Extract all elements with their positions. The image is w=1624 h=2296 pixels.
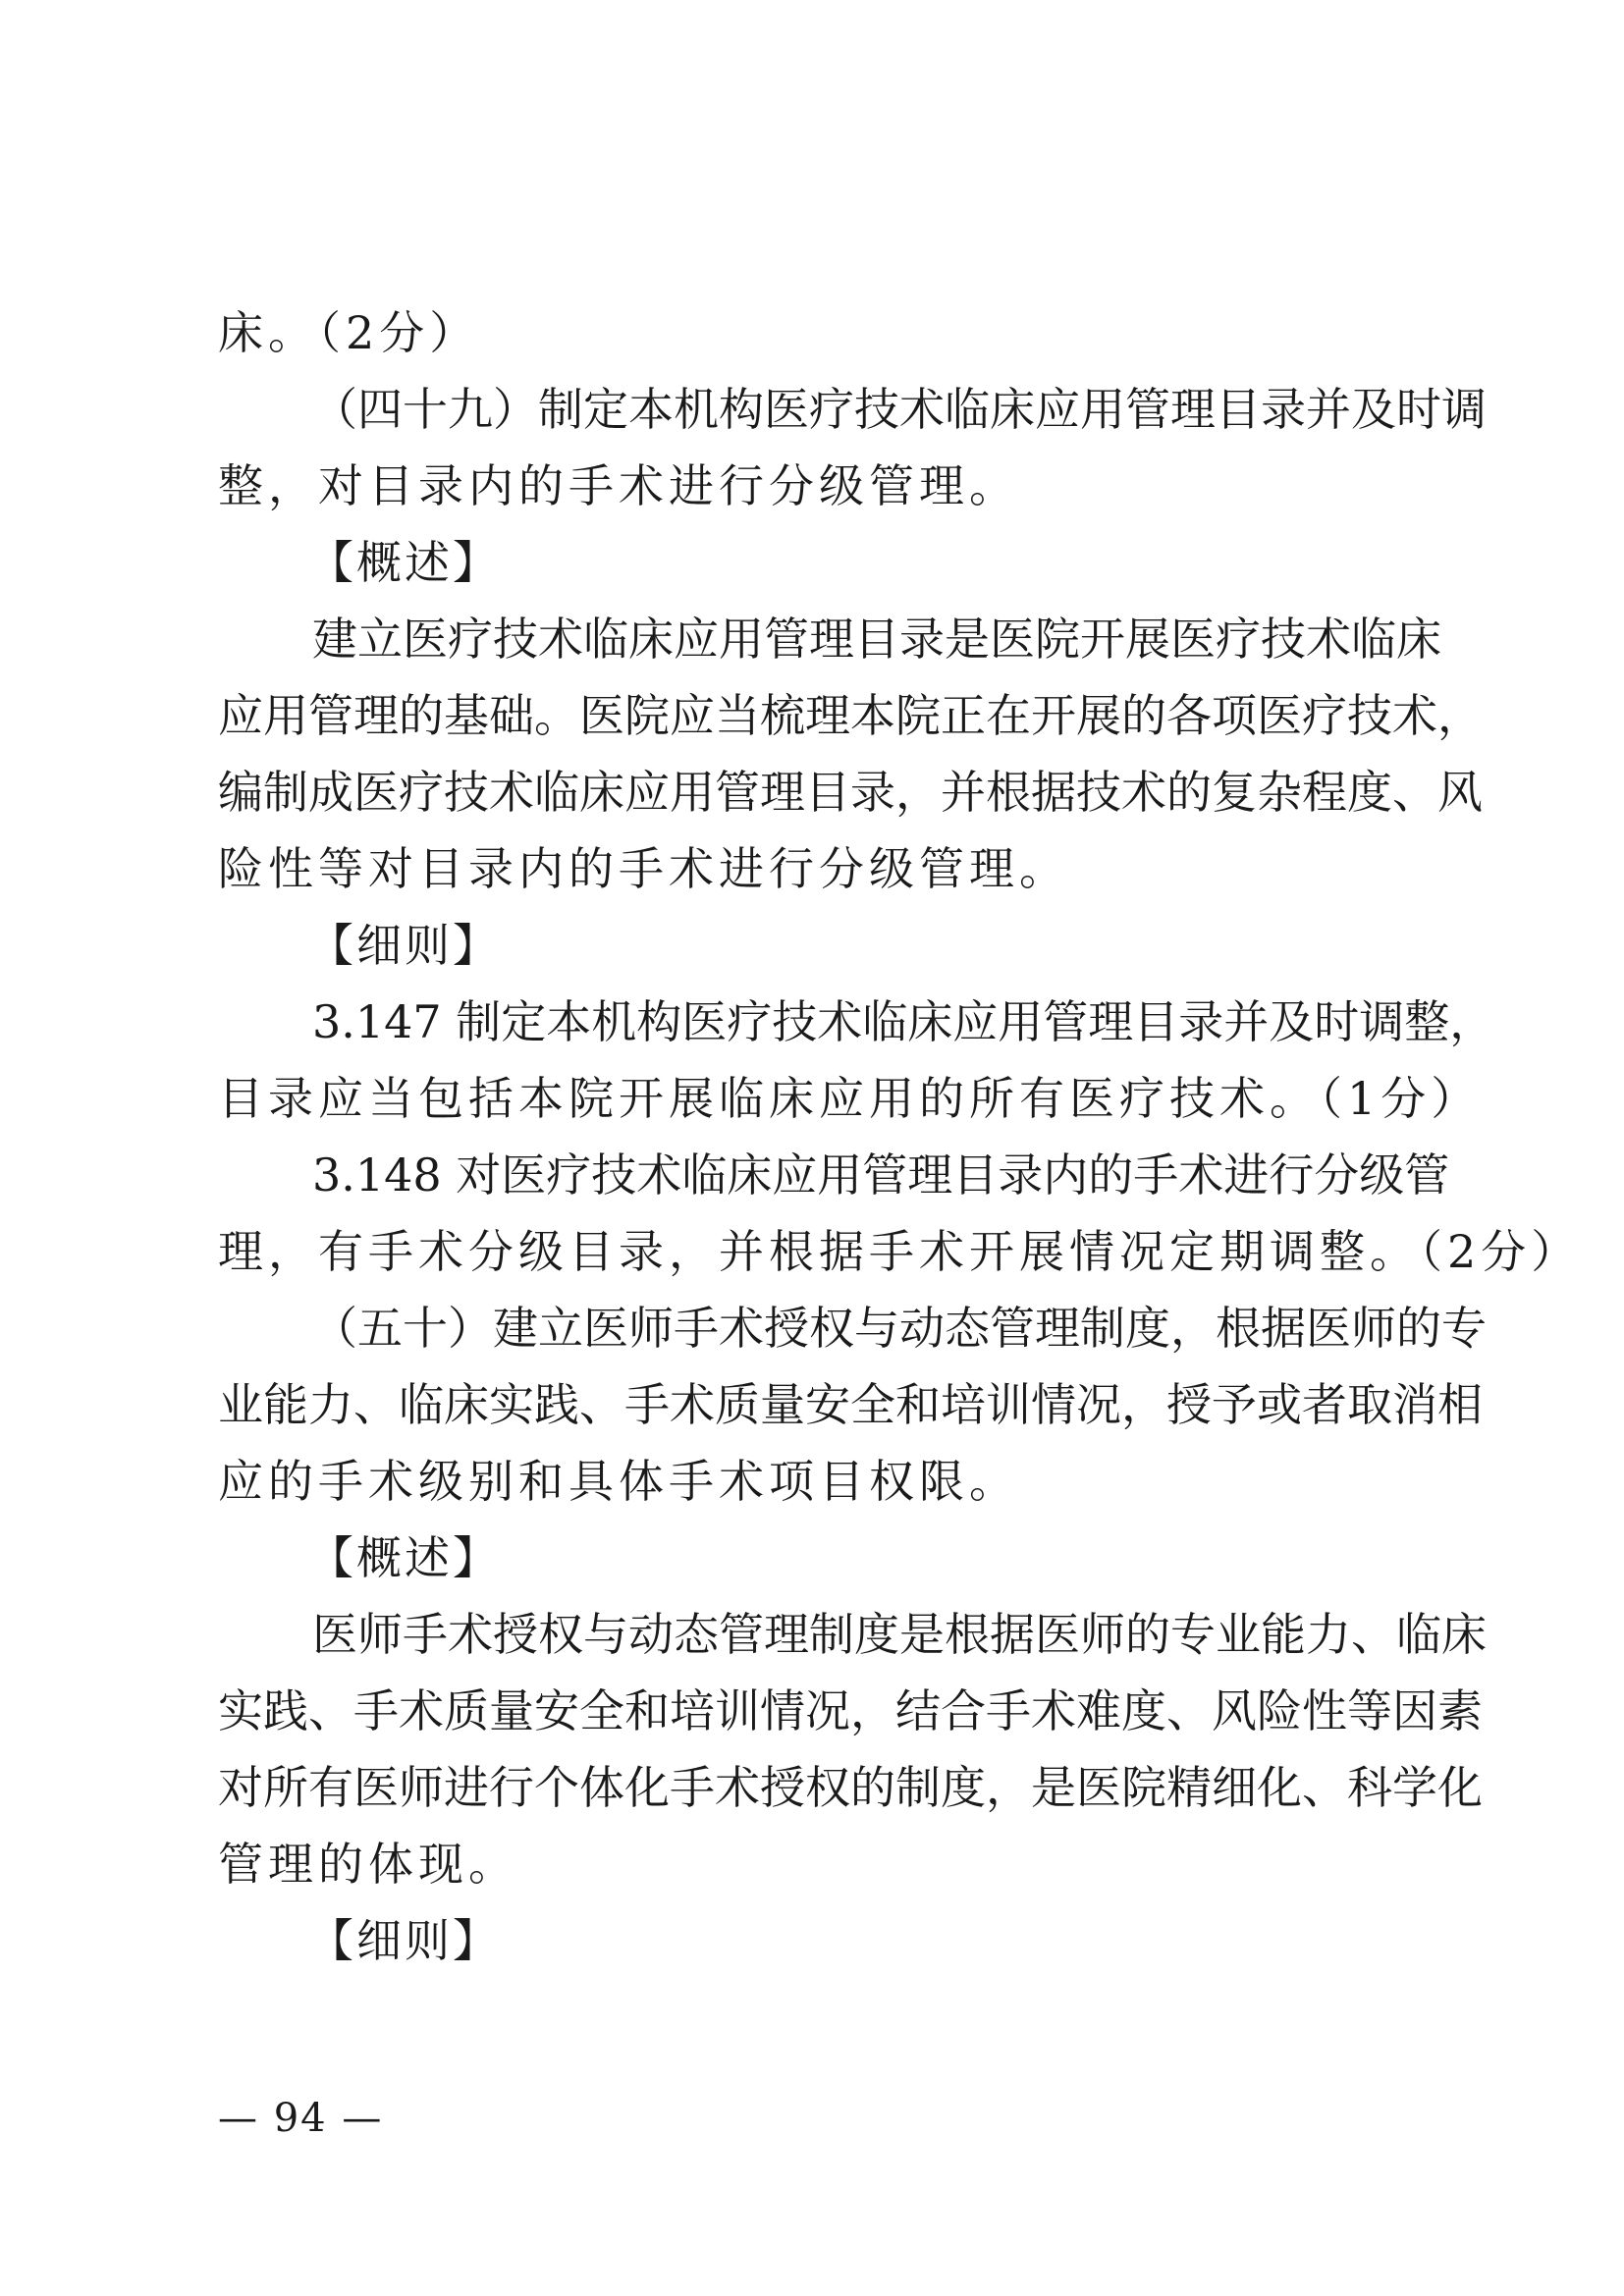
section-heading-49: （四十九）制定本机构医疗技术临床应用管理目录并及时调 bbox=[312, 383, 1487, 436]
text-line: 目录应当包括本院开展临床应用的所有医疗技术。（1分） bbox=[218, 1072, 1482, 1125]
text-line: 床。（2分） bbox=[218, 306, 480, 359]
text-line: 应的手术级别和具体手术项目权限。 bbox=[218, 1455, 1019, 1508]
text-line: 医师手术授权与动态管理制度是根据医师的专业能力、临床 bbox=[312, 1608, 1487, 1661]
rules-label: 【细则】 bbox=[308, 1914, 501, 1967]
text-line: 理，有手术分级目录，并根据手术开展情况定期调整。（2分） bbox=[218, 1225, 1582, 1278]
overview-label: 【概述】 bbox=[308, 536, 501, 589]
rules-label: 【细则】 bbox=[308, 919, 501, 972]
document-body bbox=[218, 294, 1582, 1979]
text-line: 业能力、临床实践、手术质量安全和培训情况，授予或者取消相 bbox=[218, 1378, 1483, 1431]
overview-label: 【概述】 bbox=[308, 1531, 501, 1584]
text-line: 对所有医师进行个体化手术授权的制度，是医院精细化、科学化 bbox=[218, 1761, 1483, 1814]
text-line: 实践、手术质量安全和培训情况，结合手术难度、风险性等因素 bbox=[218, 1684, 1483, 1737]
section-heading-50: （五十）建立医师手术授权与动态管理制度，根据医师的专 bbox=[312, 1302, 1487, 1355]
text-line: 编制成医疗技术临床应用管理目录，并根据技术的复杂程度、风 bbox=[218, 766, 1483, 819]
text-line: 建立医疗技术临床应用管理目录是医院开展医疗技术临床 bbox=[312, 613, 1441, 666]
page-number: — 94 — bbox=[218, 2096, 384, 2141]
text-line: 应用管理的基础。医院应当梳理本院正在开展的各项医疗技术， bbox=[218, 689, 1483, 742]
rule-3-147: 3.147 制定本机构医疗技术临床应用管理目录并及时调整， bbox=[312, 995, 1495, 1048]
text-line: 整，对目录内的手术进行分级管理。 bbox=[218, 459, 1019, 512]
text-line: 管理的体现。 bbox=[218, 1838, 518, 1891]
text-line: 险性等对目录内的手术进行分级管理。 bbox=[218, 842, 1069, 895]
rule-3-148: 3.148 对医疗技术临床应用管理目录内的手术进行分级管 bbox=[312, 1148, 1450, 1201]
